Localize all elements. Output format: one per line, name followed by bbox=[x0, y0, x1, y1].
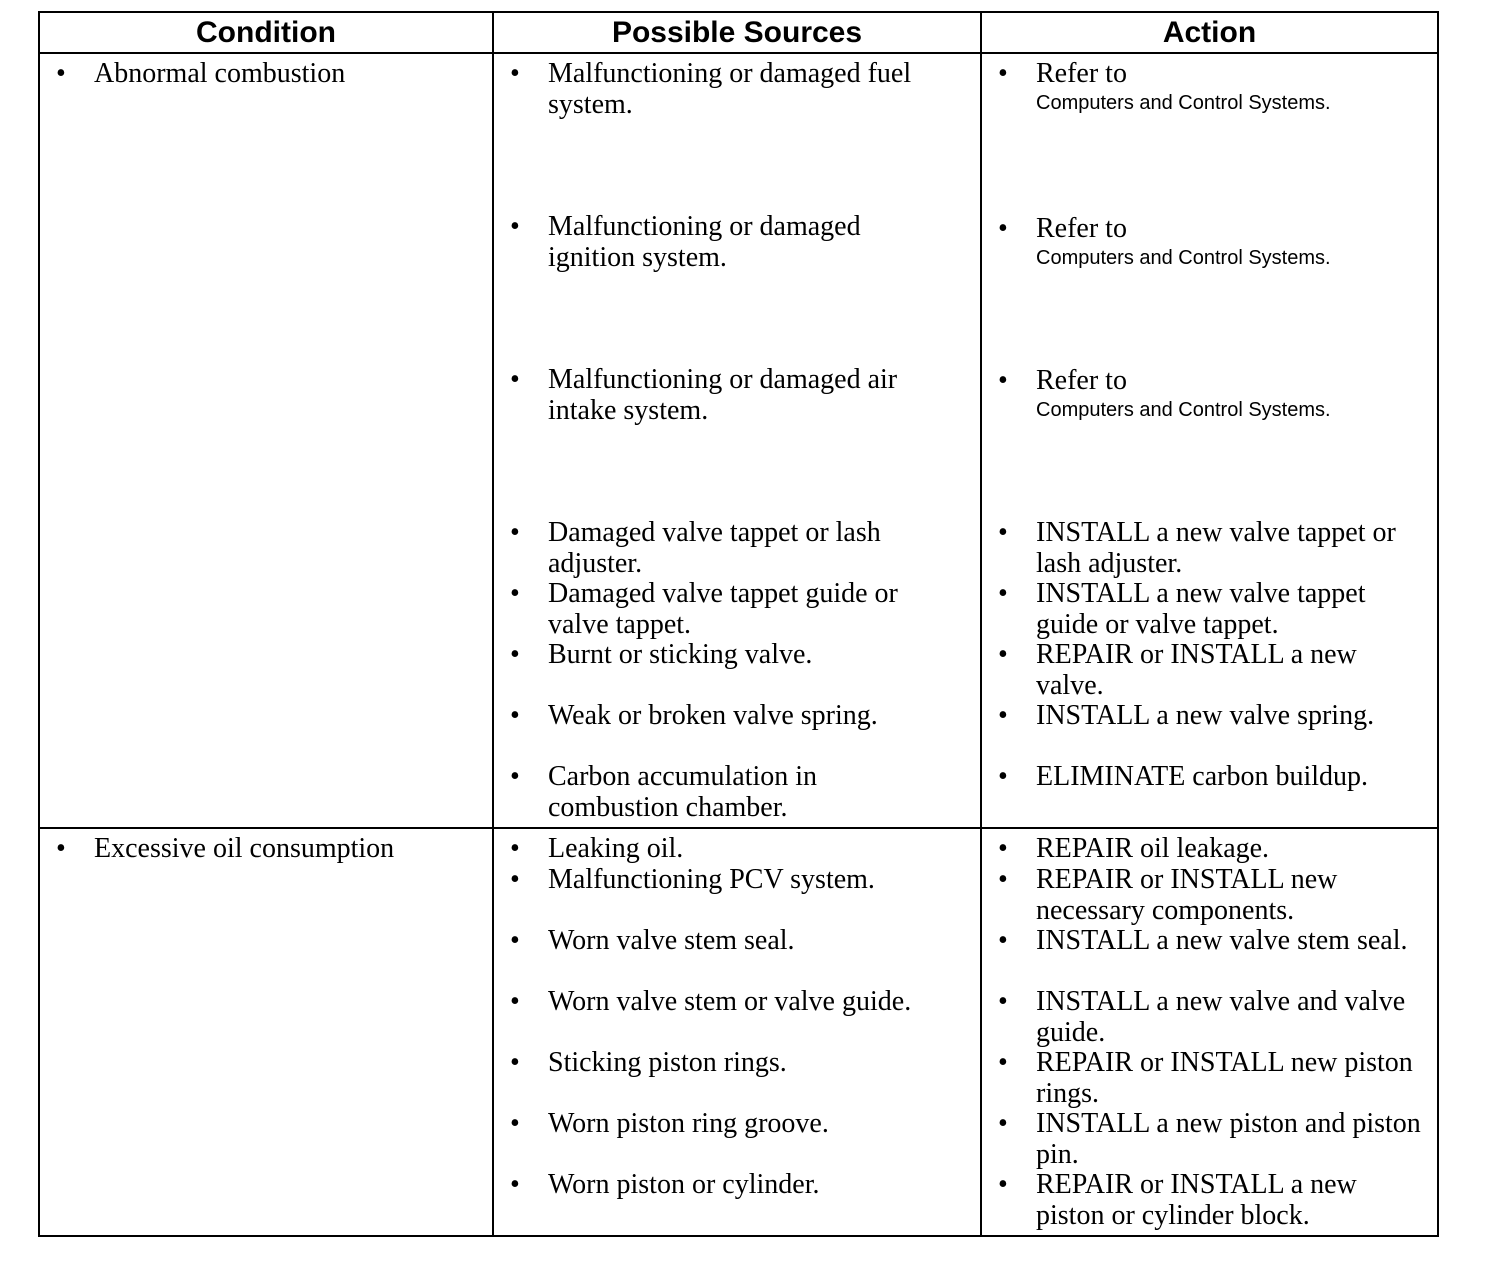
source-item bbox=[510, 517, 938, 579]
header-sources: Possible Sources bbox=[611, 16, 863, 49]
bullet: • bbox=[998, 761, 1008, 792]
source-item bbox=[510, 864, 938, 896]
bullet: • bbox=[510, 1169, 520, 1200]
action-text: ELIMINATE carbon buildup. bbox=[1036, 761, 1369, 792]
bullet: • bbox=[510, 761, 520, 792]
column-divider bbox=[492, 13, 494, 1235]
bullet: • bbox=[510, 986, 520, 1017]
bullet: • bbox=[998, 517, 1008, 548]
action-text: REPAIR or INSTALL a new piston or cylinder block. bbox=[1036, 1169, 1357, 1231]
action-text: Refer to bbox=[1036, 58, 1127, 89]
bullet: • bbox=[56, 833, 66, 864]
source-item bbox=[510, 578, 938, 640]
bullet: • bbox=[510, 1108, 520, 1139]
action-text: INSTALL a new piston and piston pin. bbox=[1036, 1108, 1421, 1170]
source-item bbox=[510, 1047, 938, 1079]
action-text: INSTALL a new valve tappet or lash adjuster. bbox=[1036, 517, 1396, 579]
source-item bbox=[510, 639, 938, 671]
bullet: • bbox=[998, 578, 1008, 609]
source-text: Worn piston ring groove. bbox=[548, 1108, 829, 1139]
bullet: • bbox=[998, 925, 1008, 956]
action-item bbox=[998, 986, 1431, 1048]
source-text: Burnt or sticking valve. bbox=[548, 639, 813, 670]
bullet: • bbox=[510, 639, 520, 670]
bullet: • bbox=[56, 58, 66, 89]
source-text: Leaking oil. bbox=[548, 833, 684, 864]
header-action: Action bbox=[1162, 16, 1257, 49]
action-item bbox=[998, 365, 1431, 423]
bullet: • bbox=[998, 1108, 1008, 1139]
action-text: REPAIR or INSTALL a new valve. bbox=[1036, 639, 1357, 701]
source-text: Malfunctioning or damaged air intake system. bbox=[548, 364, 898, 426]
action-item bbox=[998, 700, 1431, 732]
bullet: • bbox=[510, 364, 520, 395]
source-item bbox=[510, 211, 938, 273]
bullet: • bbox=[998, 833, 1008, 864]
action-text: Refer to bbox=[1036, 365, 1127, 396]
source-text: Malfunctioning PCV system. bbox=[548, 864, 875, 895]
action-item bbox=[998, 58, 1431, 116]
action-reference: Computers and Control Systems. bbox=[1036, 398, 1331, 421]
header-condition: Condition bbox=[196, 16, 336, 49]
bullet: • bbox=[510, 833, 520, 864]
source-item bbox=[510, 1108, 938, 1140]
source-item bbox=[510, 925, 938, 957]
bullet: • bbox=[998, 639, 1008, 670]
action-item bbox=[998, 578, 1431, 640]
action-item bbox=[998, 517, 1431, 579]
condition-cell bbox=[56, 58, 484, 90]
source-text: Sticking piston rings. bbox=[548, 1047, 787, 1078]
bullet: • bbox=[510, 578, 520, 609]
source-text: Malfunctioning or damaged fuel system. bbox=[548, 58, 912, 120]
action-item bbox=[998, 761, 1431, 793]
action-reference: Computers and Control Systems. bbox=[1036, 246, 1331, 269]
action-item bbox=[998, 925, 1431, 957]
source-item bbox=[510, 1169, 938, 1201]
bullet: • bbox=[998, 864, 1008, 895]
source-item bbox=[510, 761, 938, 823]
action-reference: Computers and Control Systems. bbox=[1036, 91, 1331, 114]
source-item bbox=[510, 700, 938, 732]
source-text: Worn piston or cylinder. bbox=[548, 1169, 820, 1200]
bullet: • bbox=[998, 365, 1008, 396]
action-text: REPAIR or INSTALL new necessary components. bbox=[1036, 864, 1338, 926]
bullet: • bbox=[510, 517, 520, 548]
action-item bbox=[998, 213, 1431, 271]
bullet: • bbox=[998, 986, 1008, 1017]
bullet: • bbox=[510, 1047, 520, 1078]
action-text: INSTALL a new valve and valve guide. bbox=[1036, 986, 1406, 1048]
source-text: Carbon accumulation in combustion chamber. bbox=[548, 761, 818, 823]
bullet: • bbox=[510, 700, 520, 731]
bullet: • bbox=[510, 58, 520, 89]
action-item bbox=[998, 1169, 1431, 1231]
condition-text: Excessive oil consumption bbox=[94, 833, 395, 864]
row-divider bbox=[40, 827, 1437, 829]
bullet: • bbox=[998, 700, 1008, 731]
action-text: INSTALL a new valve tappet guide or valve tappet. bbox=[1036, 578, 1366, 640]
bullet: • bbox=[998, 213, 1008, 244]
source-text: Malfunctioning or damaged ignition system. bbox=[548, 211, 861, 273]
source-item bbox=[510, 833, 938, 865]
action-text: REPAIR or INSTALL new piston rings. bbox=[1036, 1047, 1413, 1109]
source-text: Damaged valve tappet guide or valve tappet. bbox=[548, 578, 898, 640]
bullet: • bbox=[510, 925, 520, 956]
action-item bbox=[998, 1047, 1431, 1109]
source-text: Damaged valve tappet or lash adjuster. bbox=[548, 517, 881, 579]
source-text: Worn valve stem seal. bbox=[548, 925, 795, 956]
condition-text: Abnormal combustion bbox=[94, 58, 346, 89]
action-item bbox=[998, 833, 1431, 865]
action-item bbox=[998, 864, 1431, 926]
column-divider bbox=[980, 13, 982, 1235]
bullet: • bbox=[998, 1169, 1008, 1200]
action-text: Refer to bbox=[1036, 213, 1127, 244]
condition-cell bbox=[56, 833, 484, 865]
bullet: • bbox=[998, 1047, 1008, 1078]
action-text: INSTALL a new valve spring. bbox=[1036, 700, 1375, 731]
action-item bbox=[998, 639, 1431, 701]
source-text: Weak or broken valve spring. bbox=[548, 700, 878, 731]
source-text: Worn valve stem or valve guide. bbox=[548, 986, 912, 1017]
action-text: INSTALL a new valve stem seal. bbox=[1036, 925, 1408, 956]
bullet: • bbox=[510, 864, 520, 895]
action-text: REPAIR oil leakage. bbox=[1036, 833, 1270, 864]
source-item bbox=[510, 986, 938, 1018]
source-item bbox=[510, 58, 938, 120]
source-item bbox=[510, 364, 938, 426]
bullet: • bbox=[510, 211, 520, 242]
action-item bbox=[998, 1108, 1431, 1170]
bullet: • bbox=[998, 58, 1008, 89]
